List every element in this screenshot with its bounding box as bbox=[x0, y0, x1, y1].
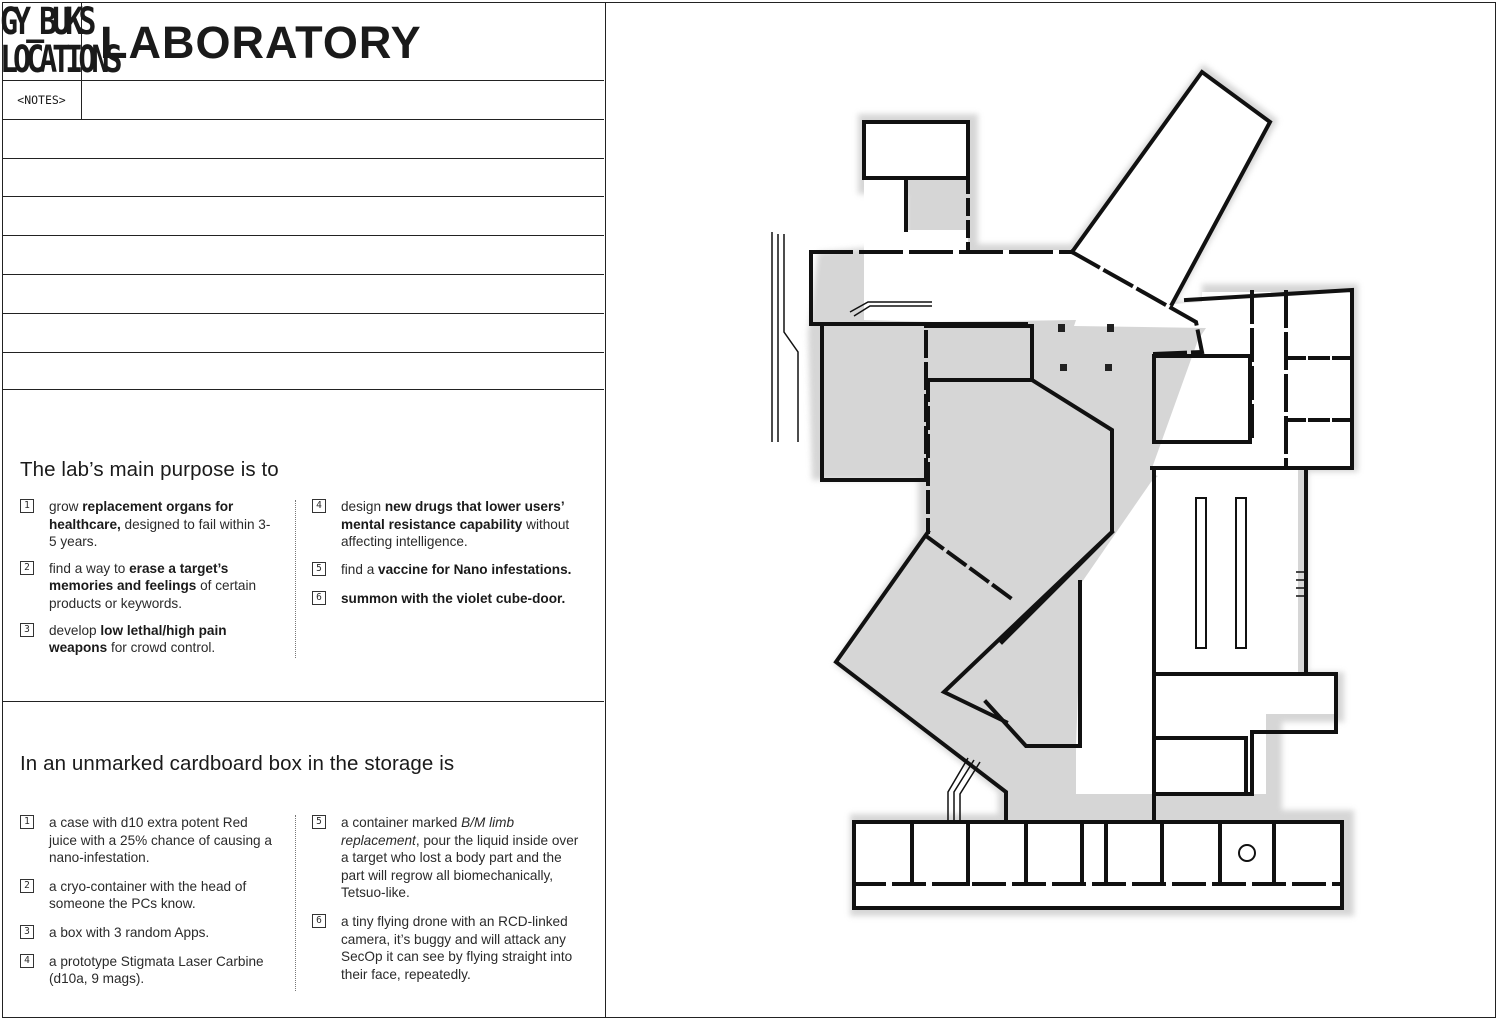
purpose-item bbox=[20, 560, 276, 613]
purpose-item bbox=[20, 622, 276, 657]
text: a box with 3 random Apps. bbox=[49, 924, 210, 940]
purpose-column-left bbox=[20, 498, 276, 657]
storage-item bbox=[20, 953, 278, 988]
item-number: 1 bbox=[20, 815, 34, 829]
storage-item bbox=[312, 913, 584, 983]
note-line bbox=[2, 352, 604, 353]
text: a prototype Stigmata Laser Carbine (d10a, 9 mags). bbox=[49, 953, 264, 987]
storage-column-left bbox=[20, 814, 278, 988]
item-number: 3 bbox=[20, 623, 34, 637]
purpose-column-right bbox=[312, 498, 587, 608]
text: without affecting intelligence. bbox=[341, 516, 570, 550]
item-number: 1 bbox=[20, 499, 34, 513]
item-number: 3 bbox=[20, 925, 34, 939]
purpose-item bbox=[312, 498, 587, 551]
note-line bbox=[2, 158, 604, 159]
text: a case with d10 extra potent Red juice with a 25% chance of causing a nano-infestation. bbox=[49, 815, 272, 866]
note-line bbox=[2, 119, 604, 120]
text: for crowd control. bbox=[107, 640, 216, 656]
text: designed to fail within 3-5 years. bbox=[49, 516, 271, 550]
item-number: 2 bbox=[20, 561, 34, 575]
page-title: LABORATORY bbox=[100, 17, 422, 68]
item-number: 6 bbox=[312, 914, 326, 928]
item-number: 4 bbox=[312, 499, 326, 513]
text-italic: B/M limb replacement bbox=[341, 815, 515, 848]
notes-label: <NOTES> bbox=[2, 80, 82, 120]
section-divider bbox=[2, 701, 604, 702]
column-divider bbox=[295, 815, 296, 991]
storage-item bbox=[312, 814, 584, 902]
text: develop bbox=[49, 622, 101, 638]
purpose-item bbox=[312, 590, 587, 608]
text: , pour the liquid inside over a target who lost a body part and the part will regrow all biomechanically, Tetsuo-like. bbox=[341, 832, 579, 901]
note-line bbox=[2, 274, 604, 275]
text: a container marked bbox=[341, 815, 462, 830]
text-bold: erase a target’s memories and feelings bbox=[49, 560, 229, 594]
note-line bbox=[2, 389, 604, 390]
left-panel bbox=[2, 2, 606, 1018]
purpose-item bbox=[312, 561, 587, 579]
item-number: 5 bbox=[312, 562, 326, 576]
column-divider bbox=[295, 500, 296, 658]
text: a tiny flying drone with an RCD-linked camera, it’s buggy and will attack any SecOp it can see by flying straight into their face, repeatedly. bbox=[341, 913, 573, 982]
storage-item bbox=[20, 878, 278, 913]
note-line bbox=[2, 196, 604, 197]
rule bbox=[2, 80, 604, 81]
note-line bbox=[2, 313, 604, 314]
text-bold: summon with the violet cube-door. bbox=[341, 591, 566, 607]
text: a cryo-container with the head of someone the PCs know. bbox=[49, 878, 247, 912]
note-line bbox=[2, 235, 604, 236]
text: grow bbox=[49, 499, 83, 514]
floor-plan-svg bbox=[606, 2, 1496, 1018]
storage-column-right bbox=[312, 814, 584, 983]
purpose-heading: The lab’s main purpose is to bbox=[20, 458, 279, 481]
text-bold: low lethal/high pain weapons bbox=[49, 622, 227, 656]
purpose-item bbox=[20, 498, 276, 551]
item-number: 5 bbox=[312, 815, 326, 829]
text: find a way to bbox=[49, 560, 130, 576]
storage-heading: In an unmarked cardboard box in the storage is bbox=[20, 752, 455, 775]
text: find a bbox=[341, 561, 379, 577]
logo-line-1: GY_BUKS bbox=[0, 0, 92, 44]
item-number: 4 bbox=[20, 954, 34, 968]
laboratory-floor-plan bbox=[606, 2, 1496, 1018]
location-logo bbox=[0, 0, 118, 82]
storage-item bbox=[20, 924, 278, 942]
item-number: 6 bbox=[312, 591, 326, 605]
text-bold: replacement organs for healthcare, bbox=[49, 499, 234, 532]
text-bold: new drugs that lower users’ mental resistance capability bbox=[341, 499, 564, 532]
item-number: 2 bbox=[20, 879, 34, 893]
text-bold: vaccine for Nano infestations. bbox=[378, 561, 572, 577]
text: design bbox=[341, 499, 385, 514]
text: of certain products or keywords. bbox=[49, 578, 257, 611]
logo-line-2: LOCATIONS bbox=[0, 38, 118, 82]
storage-item bbox=[20, 814, 278, 867]
